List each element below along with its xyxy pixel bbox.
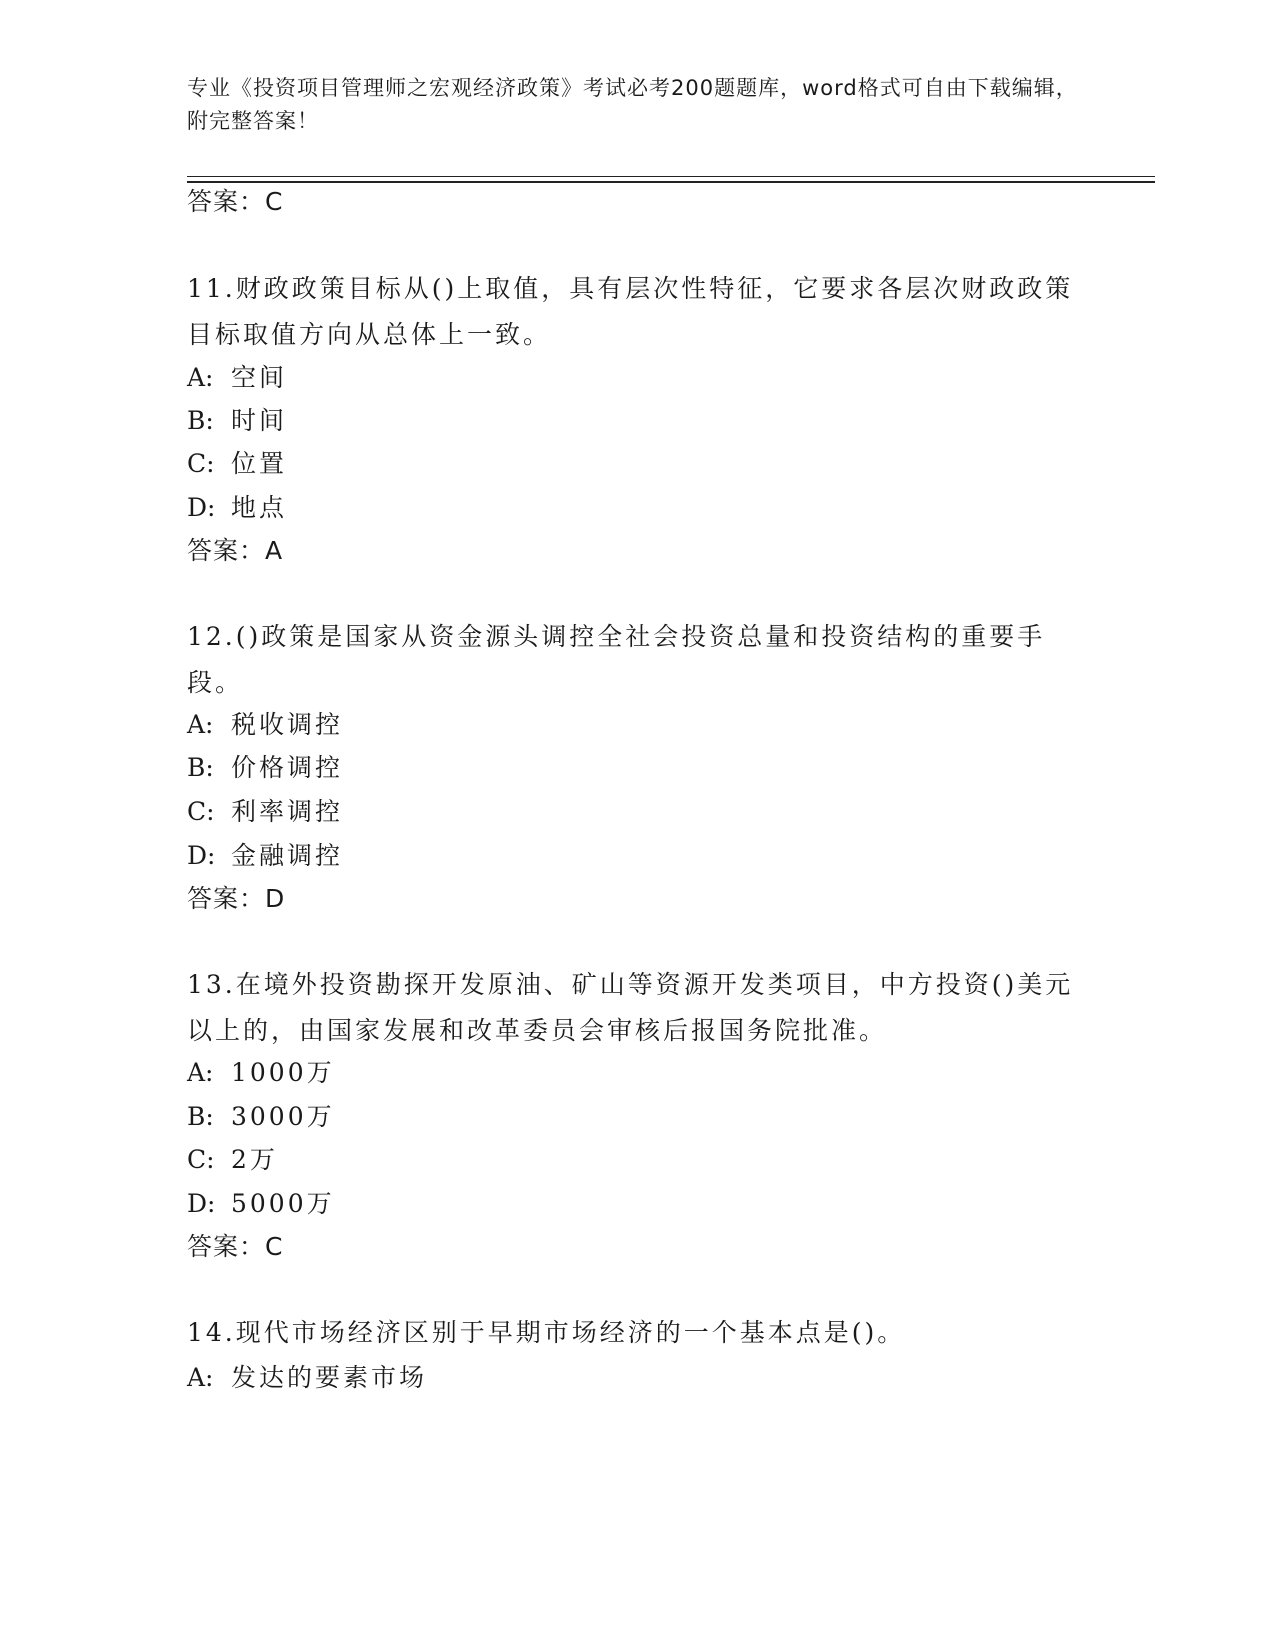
option-key: C:: [187, 797, 215, 826]
header-divider-thin: [187, 176, 1155, 177]
document-header: 专业《投资项目管理师之宏观经济政策》考试必考200题题库，word格式可自由下载编辑，附完整答案！: [187, 76, 1078, 133]
option-key: B:: [187, 406, 214, 435]
option-text: 2万: [231, 1145, 278, 1174]
question-12-stem: 12.()政策是国家从资金源头调控全社会投资总量和投资结构的重要手段。: [187, 622, 1046, 697]
answer-q13: 答案：C: [187, 1232, 284, 1261]
question-13-option-b: [187, 1099, 335, 1135]
option-key: C:: [187, 1145, 215, 1174]
question-11-option-b: [187, 403, 287, 439]
question-11-option-a: [187, 360, 287, 396]
option-key: B:: [187, 1102, 214, 1131]
option-key: D:: [187, 841, 216, 870]
option-text: 5000万: [231, 1189, 335, 1218]
option-key: D:: [187, 493, 216, 522]
question-13-option-c: [187, 1142, 278, 1178]
option-text: 时间: [231, 406, 288, 435]
option-text: 金融调控: [231, 841, 344, 870]
option-text: 3000万: [231, 1102, 335, 1131]
question-13-option-d: [187, 1186, 335, 1222]
option-text: 利率调控: [231, 797, 344, 826]
question-13-stem: 13.在境外投资勘探开发原油、矿山等资源开发类项目，中方投资()美元以上的，由国家发展和改革委员会审核后报国务院批准。: [187, 970, 1074, 1045]
option-text: 发达的要素市场: [231, 1363, 428, 1392]
answer-q12: 答案：D: [187, 884, 286, 913]
question-11-option-c: [187, 446, 287, 482]
option-text: 税收调控: [231, 710, 344, 739]
option-text: 空间: [231, 363, 288, 392]
question-12-option-b: [187, 750, 343, 786]
question-11-stem: 11.财政政策目标从()上取值，具有层次性特征，它要求各层次财政政策目标取值方向从总体上一致。: [187, 274, 1074, 349]
option-key: A:: [187, 1058, 214, 1087]
answer-q11: 答案：A: [187, 536, 284, 565]
option-key: B:: [187, 753, 214, 782]
question-14-stem: 14.现代市场经济区别于早期市场经济的一个基本点是()。: [187, 1318, 906, 1347]
question-12-option-a: [187, 707, 343, 743]
option-text: 价格调控: [231, 753, 344, 782]
question-13-option-a: [187, 1055, 335, 1091]
question-11-option-d: [187, 490, 287, 526]
question-12-option-d: [187, 838, 343, 874]
option-key: C:: [187, 449, 215, 478]
option-key: A:: [187, 710, 214, 739]
option-key: D:: [187, 1189, 216, 1218]
answer-q10: 答案：C: [187, 187, 284, 216]
question-14-option-a: [187, 1360, 427, 1396]
option-key: A:: [187, 363, 214, 392]
option-text: 位置: [231, 449, 288, 478]
option-key: A:: [187, 1363, 214, 1392]
header-divider-thick: [187, 181, 1155, 183]
question-12-option-c: [187, 794, 343, 830]
option-text: 地点: [231, 493, 288, 522]
option-text: 1000万: [231, 1058, 335, 1087]
